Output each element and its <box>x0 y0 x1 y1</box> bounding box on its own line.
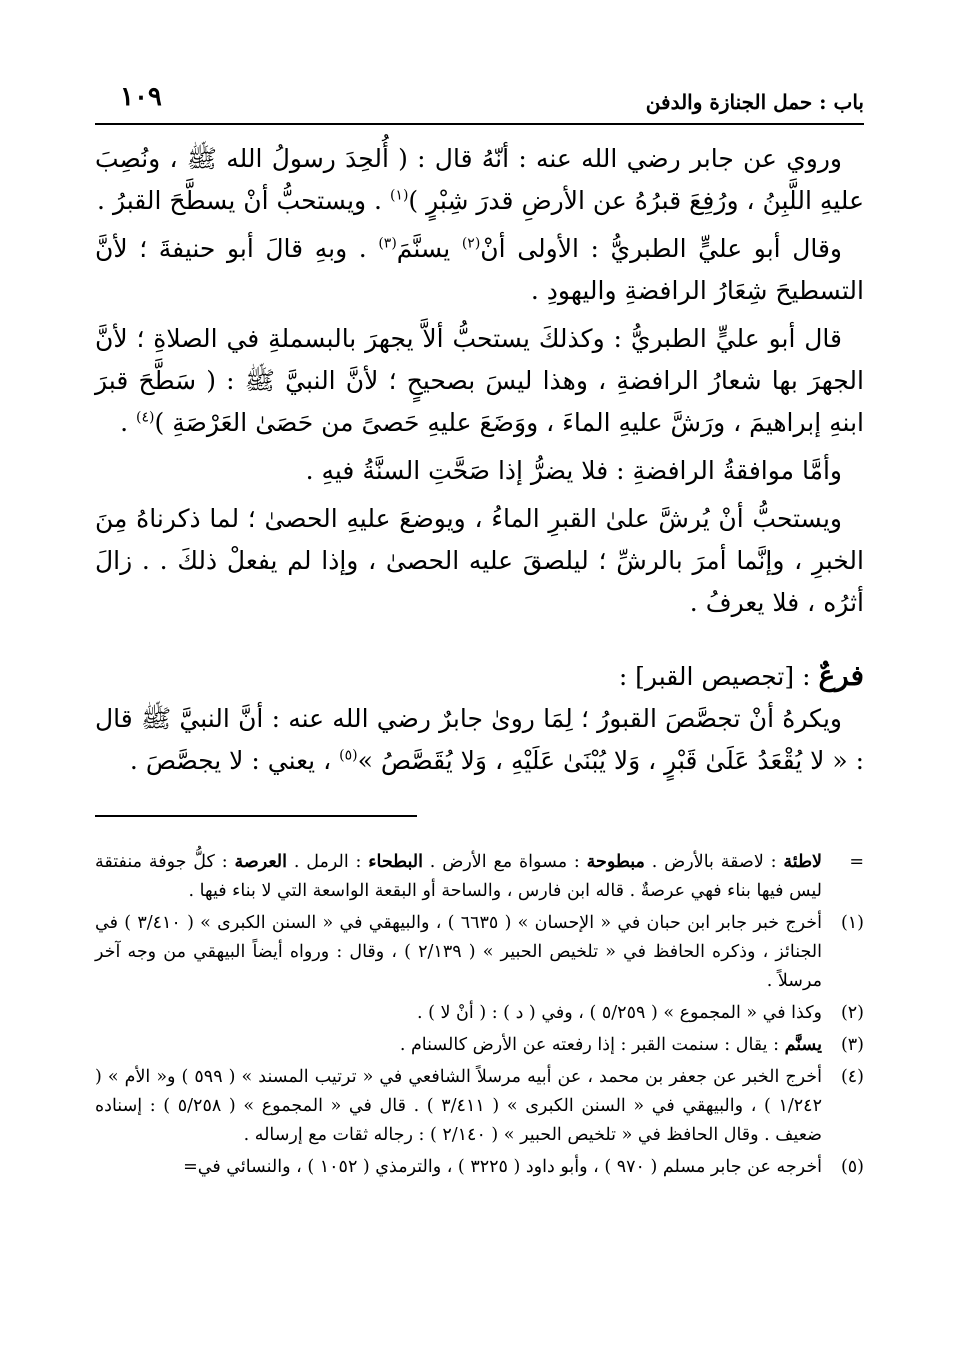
footnote-number: (٢) <box>840 1003 864 1023</box>
branch-text: ويكرهُ أنْ تجصَّصَ القبورُ ؛ لِمَا روىٰ جابرٌ رضي الله عنه : أنَّ النبيَّ ﷺ قال : « لا يُقْعَدُ عَلَىٰ قَبْرٍ ، وَلا يُبْنَىٰ عَلَيْهِ ، وَلا يُقَصَّصُ »$^{(٥)}$ ، يعني : لا يجصَّصَ . <box>95 704 864 775</box>
footnote-number: (٤) <box>840 1067 864 1087</box>
footnote-ref-1: (١) <box>389 187 409 204</box>
branch-head-word: فرعٌ <box>818 659 864 692</box>
continuation-mark: = <box>849 852 864 872</box>
footnote-number: (٥) <box>840 1157 864 1177</box>
paragraph-5: ويستحبُّ أنْ يُرشَّ علىٰ القبرِ الماءُ ، ويوضعَ عليهِ الحصىٰ ؛ لما ذكرناهُ مِنَ الخبرِ ، وإنَّما أمرَ بالرشِّ ؛ ليلصقَ عليه الحصىٰ ، وإذا لم يفعلْ ذلكَ . . زالَ أثرُه ، فلا يعرفُ . <box>95 504 864 617</box>
paragraph-1: وروي عن جابر رضي الله عنه : أنّهُ قال : ( أُلحِدَ رسولُ الله ﷺ ، ونُصِبَ عليهِ اللَّبِنُ ، ورُفِعَ قبرُهُ عن الأرضِ قدرَ شِبْرٍ )$^{(١)}$ . ويستحبُّ أنْ يسطَّحَ القبرُ . <box>95 144 864 215</box>
footnote-number: (٣) <box>840 1035 864 1055</box>
page-header <box>95 80 864 120</box>
branch-section <box>95 655 864 782</box>
main-text <box>95 138 864 630</box>
footnote-5: (٥) أخرجه عن جابر مسلم ( ٩٧٠ ) ، وأبو داود ( ٣٢٢٥ ) ، والترمذي ( ١٠٥٢ ) ، والنسائي في= <box>95 1153 864 1182</box>
paragraph-2: وقال أبو عليٍّ الطبريُّ : الأولى أنْ$^{(٢)}$ يسنَّمَ$^{(٣)}$ . وبهِ قالَ أبو حنيفةَ ؛ لأنَّ التسطيحَ شِعَارُ الرافضةِ واليهودِ . <box>95 234 864 305</box>
footnote-4: (٤) أخرج الخبر عن جعفر بن محمد ، عن أبيه مرسلاً الشافعي في « ترتيب المسند » ( ٥٩٩ ) و« الأم » ( ١/٢٤٢ ) ، والبيهقي في « السنن الكبرى » ( ٣/٤١١ ) . قال في « المجموع » ( ٥/٢٥٨ ) : إسناده ضعيف . وقال الحافظ في « تلخيص الحبير » ( ٢/١٤٠ ) : رجاله ثقات مع إرساله . <box>95 1063 864 1150</box>
footnote-1: (١) أخرج خبر جابر ابن حبان في « الإحسان » ( ٦٦٣٥ ) ، والبيهقي في « السنن الكبرى » ( ٣/٤١٠ ) في الجنائز ، وذكره الحافظ في « تلخيص الحبير » ( ٢/١٣٩ ) ، وقال : ورواه أيضاً البيهقي من وجه آخر مرسلاً . <box>95 909 864 996</box>
footnotes <box>95 848 864 1185</box>
header-rule <box>95 123 864 125</box>
chapter-title: باب : حمل الجنازة والدفن <box>645 90 864 114</box>
page-number: ١٠٩ <box>120 82 162 112</box>
footnote-2: (٢) وكذا في « المجموع » ( ٥/٢٥٩ ) ، وفي ( د ) : ( أنْ لا ) . <box>95 999 864 1028</box>
footnote-ref-5: (٥) <box>339 747 358 764</box>
footnote-term: يسنَّم <box>784 1035 822 1055</box>
paragraph-3: قال أبو عليٍّ الطبريُّ : وكذلكَ يستحبُّ ألاَّ يجهرَ بالبسملةِ في الصلاةِ ؛ لأنَّ الجهرَ بها شعارُ الرافضةِ ، وهذا ليسَ بصحيحٍ ؛ لأنَّ النبيَّ ﷺ : ( سَطَّحَ قبرَ ابنهِ إبراهيمَ ، ورَشَّ عليهِ الماءَ ، ووَضَعَ عليهِ حَصىً من حَصَىٰ العَرْصَةِ )$^{(٤)}$ . <box>95 324 865 437</box>
paragraph-4: وأمَّا موافقةُ الرافضةِ : فلا يضرُّ إذا صَحَّتِ السنَّةُ فيهِ . <box>305 456 842 485</box>
footnote-continuation: = لاطئة : لاصقة بالأرض . مبطوحة : مسواة مع الأرض . البطحاء : الرمل . العرصة : كلُّ جوفة منفتقة ليس فيها بناء فهي عرصةٌ . قاله ابن فارس ، والساحة أو البقعة الواسعة التي لا بناء فيها . <box>95 848 864 906</box>
footnote-ref-3: (٣) <box>378 235 397 252</box>
footnote-ref-2: (٢) <box>461 235 481 252</box>
footnote-number: (١) <box>840 913 864 933</box>
footnote-3: (٣) يسنَّم : يقال : سنمت القبر : إذا رفعته عن الأرض كالسنام . <box>95 1031 864 1060</box>
footnote-rule <box>95 815 417 817</box>
footnote-ref-4: (٤) <box>136 409 155 426</box>
branch-heading: فرعٌ : [تجصيص القبر] : <box>618 659 864 692</box>
